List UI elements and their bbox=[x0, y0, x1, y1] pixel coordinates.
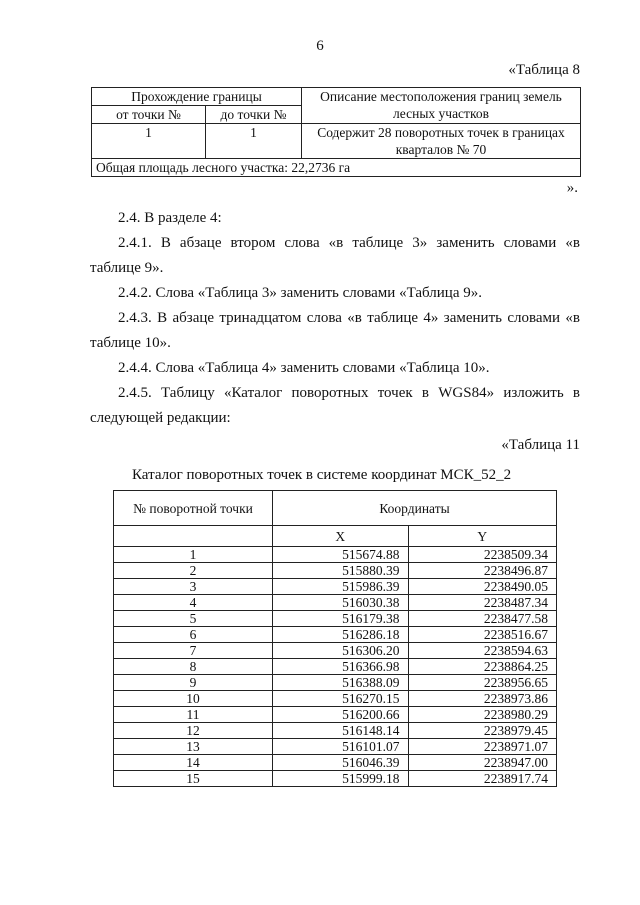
point-number-cell: 5 bbox=[114, 611, 273, 627]
x-coordinate-cell: 516200.66 bbox=[273, 707, 409, 723]
boundary-table bbox=[91, 87, 581, 177]
y-coordinate-cell: 2238594.63 bbox=[408, 643, 557, 659]
table-row bbox=[114, 755, 557, 771]
x-coordinate-cell: 516046.39 bbox=[273, 755, 409, 771]
table-row bbox=[114, 547, 557, 563]
paragraph: 2.4.2. Слова «Таблица 3» заменить словами «Таблица 9». bbox=[118, 285, 482, 301]
x-coordinate-cell: 516179.38 bbox=[273, 611, 409, 627]
y-coordinate-cell: 2238496.87 bbox=[408, 563, 557, 579]
point-number-cell: 2 bbox=[114, 563, 273, 579]
table-row bbox=[114, 723, 557, 739]
y-coordinate-cell: 2238477.58 bbox=[408, 611, 557, 627]
coordinates-header: Координаты bbox=[273, 491, 557, 526]
x-coordinate-cell: 516148.14 bbox=[273, 723, 409, 739]
x-coordinate-cell: 516030.38 bbox=[273, 595, 409, 611]
x-coordinate-cell: 515880.39 bbox=[273, 563, 409, 579]
total-area-cell: Общая площадь лесного участка: 22,2736 га bbox=[92, 159, 581, 177]
point-number-header: № поворотной точки bbox=[114, 491, 273, 526]
point-number-cell: 4 bbox=[114, 595, 273, 611]
paragraph: 2.4.4. Слова «Таблица 4» заменить словами «Таблица 10». bbox=[118, 360, 490, 376]
point-number-cell: 9 bbox=[114, 675, 273, 691]
coordinates-table bbox=[113, 490, 557, 787]
page-number: 6 bbox=[316, 38, 324, 54]
from-point-header: от точки № bbox=[92, 106, 206, 124]
y-coordinate-cell: 2238509.34 bbox=[408, 547, 557, 563]
point-number-cell: 7 bbox=[114, 643, 273, 659]
to-point-cell: 1 bbox=[206, 124, 302, 159]
table-row bbox=[114, 579, 557, 595]
table-row bbox=[114, 659, 557, 675]
table-row bbox=[114, 611, 557, 627]
table-row bbox=[114, 675, 557, 691]
boundary-header: Прохождение границы bbox=[92, 88, 302, 106]
x-coordinate-cell: 516286.18 bbox=[273, 627, 409, 643]
to-point-header: до точки № bbox=[206, 106, 302, 124]
x-coordinate-cell: 515674.88 bbox=[273, 547, 409, 563]
description-header: Описание местоположения границ земель лесных участков bbox=[302, 88, 581, 124]
description-cell: Содержит 28 поворотных точек в границах кварталов № 70 bbox=[302, 124, 581, 159]
y-coordinate-cell: 2238490.05 bbox=[408, 579, 557, 595]
y-coordinate-cell: 2238516.67 bbox=[408, 627, 557, 643]
point-number-cell: 14 bbox=[114, 755, 273, 771]
point-number-cell: 11 bbox=[114, 707, 273, 723]
table11-caption: Каталог поворотных точек в системе координат МСК_52_2 bbox=[132, 467, 512, 483]
x-coordinate-cell: 516101.07 bbox=[273, 739, 409, 755]
y-coordinate-cell: 2238971.07 bbox=[408, 739, 557, 755]
point-number-cell: 8 bbox=[114, 659, 273, 675]
table-row bbox=[114, 691, 557, 707]
table-row bbox=[114, 707, 557, 723]
y-coordinate-cell: 2238979.45 bbox=[408, 723, 557, 739]
paragraph: 2.4.1. В абзаце втором слова «в таблице 3» заменить словами «в таблице 9». bbox=[90, 235, 580, 276]
table8-label: «Таблица 8 bbox=[508, 62, 580, 78]
point-number-cell: 13 bbox=[114, 739, 273, 755]
point-number-cell: 10 bbox=[114, 691, 273, 707]
point-number-cell: 6 bbox=[114, 627, 273, 643]
paragraph: 2.4.3. В абзаце тринадцатом слова «в таблице 4» заменить словами «в таблице 10». bbox=[90, 310, 580, 351]
y-coordinate-cell: 2238973.86 bbox=[408, 691, 557, 707]
x-coordinate-cell: 516388.09 bbox=[273, 675, 409, 691]
paragraph: 2.4. В разделе 4: bbox=[118, 210, 222, 226]
x-coordinate-cell: 516270.15 bbox=[273, 691, 409, 707]
point-number-cell: 12 bbox=[114, 723, 273, 739]
x-header: X bbox=[273, 526, 409, 547]
from-point-cell: 1 bbox=[92, 124, 206, 159]
table11-label: «Таблица 11 bbox=[501, 437, 580, 453]
paragraph: 2.4.5. Таблицу «Каталог поворотных точек в WGS84» изложить в следующей редакции: bbox=[90, 385, 580, 426]
table-row bbox=[114, 643, 557, 659]
y-coordinate-cell: 2238980.29 bbox=[408, 707, 557, 723]
y-header: Y bbox=[408, 526, 557, 547]
point-number-cell: 3 bbox=[114, 579, 273, 595]
x-coordinate-cell: 515986.39 bbox=[273, 579, 409, 595]
table-row bbox=[114, 563, 557, 579]
table8-closing: ». bbox=[566, 180, 578, 196]
table-row bbox=[114, 771, 557, 787]
y-coordinate-cell: 2238956.65 bbox=[408, 675, 557, 691]
y-coordinate-cell: 2238917.74 bbox=[408, 771, 557, 787]
point-number-cell: 1 bbox=[114, 547, 273, 563]
table-row bbox=[114, 739, 557, 755]
x-coordinate-cell: 515999.18 bbox=[273, 771, 409, 787]
y-coordinate-cell: 2238947.00 bbox=[408, 755, 557, 771]
y-coordinate-cell: 2238487.34 bbox=[408, 595, 557, 611]
table-row bbox=[114, 627, 557, 643]
y-coordinate-cell: 2238864.25 bbox=[408, 659, 557, 675]
table-row bbox=[114, 595, 557, 611]
empty-header-cell bbox=[114, 526, 273, 547]
x-coordinate-cell: 516366.98 bbox=[273, 659, 409, 675]
point-number-cell: 15 bbox=[114, 771, 273, 787]
x-coordinate-cell: 516306.20 bbox=[273, 643, 409, 659]
